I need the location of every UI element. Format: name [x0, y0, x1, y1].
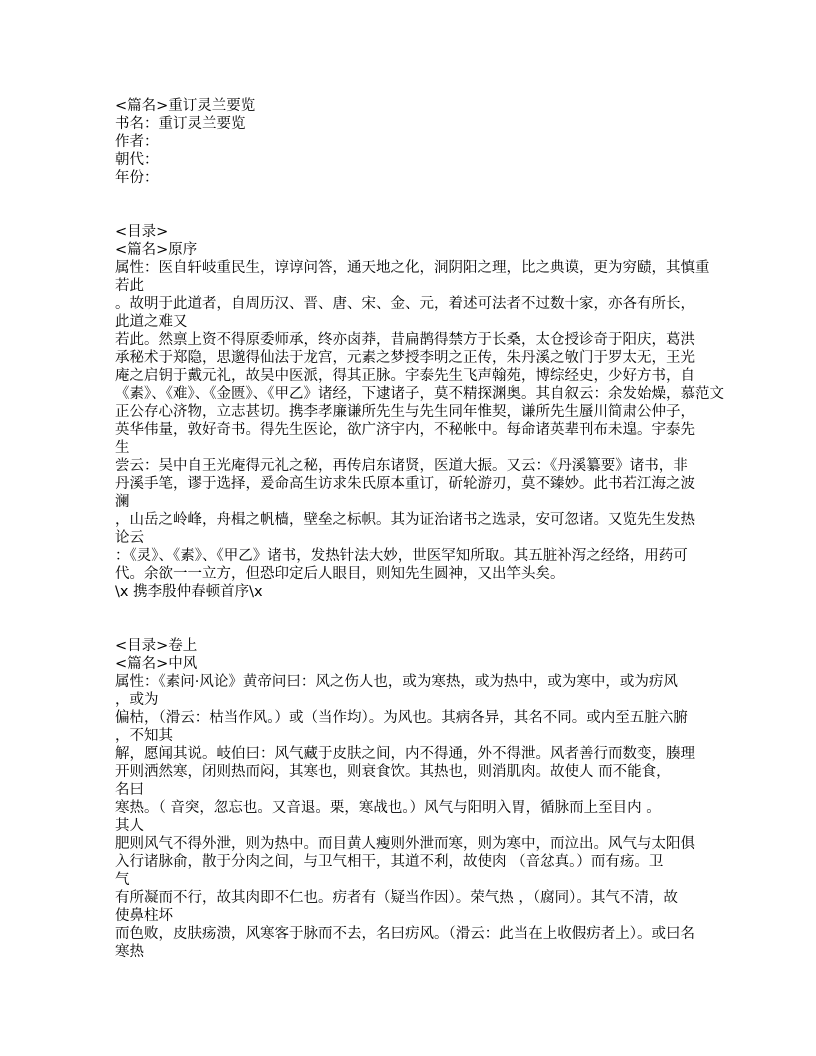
text-line: 偏枯，（滑云：枯当作风。）或（当作均）。为风也。其病各异，其名不同。或内至五脏六腑 — [115, 710, 688, 726]
text-line: 属性：《素问·风论》黄帝问曰：风之伤人也，或为寒热，或为热中，或为寒中，或为疠风 — [115, 674, 678, 690]
text-line: 肥则风气不得外泄，则为热中。而目黄人瘦则外泄而寒，则为寒中，而泣出。风气与太阳俱 — [115, 836, 695, 852]
text-line: <目录> — [115, 224, 169, 240]
text-line: 英华伟量，敦好奇书。得先生医论，欲广济宇内，不秘帐中。每命诸英辈刊布未遑。宇泰先 — [115, 422, 695, 438]
text-line: 名曰 — [115, 782, 144, 798]
text-line: ，山岳之岭峰，舟楫之帆樯，壁垒之标帜。其为证治诸书之选录，安可忽诸。又览先生发热 — [115, 512, 695, 528]
text-line: 朝代： — [115, 152, 159, 168]
text-line: <篇名>重订灵兰要览 — [115, 98, 256, 114]
text-line: 而色败，皮肤疡溃，风寒客于脉而不去，名曰疠风。（滑云：此当在上收假疠者上）。或曰名 — [115, 926, 695, 942]
text-line: 此道之难又 — [115, 314, 188, 330]
text-line: 书名：重订灵兰要览 — [115, 116, 246, 132]
text-line: ，不知其 — [115, 728, 173, 744]
text-line — [115, 205, 775, 223]
text-line — [115, 619, 775, 637]
text-line: \x 携李殷仲春顿首序\x — [115, 584, 263, 600]
text-line: 论云 — [115, 530, 144, 546]
text-line: 承秘术于郑隐，思邈得仙法于龙宫，元素之梦授李明之正传，朱丹溪之敂门于罗太无，王光 — [115, 350, 695, 366]
text-line: 属性：医自轩岐重民生，谆谆问答，通天地之化，洞阴阳之理，比之典谟，更为穷赜，其慎重 — [115, 260, 710, 276]
text-line: 丹溪手笔，谬于选择，爰命高生访求朱氏原本重订，斫轮游刃，莫不臻妙。此书若江海之波 — [115, 476, 695, 492]
text-line: 使鼻柱坏 — [115, 908, 173, 924]
text-line: 。故明于此道者，自周历汉、晋、唐、宋、金、元，着述可法者不过数十家，亦各有所长， — [115, 296, 695, 312]
text-line: 代。余欲一一立方，但恐印定后人眼目，则知先生圆神，又出竿头矣。 — [115, 566, 565, 582]
text-line: 尝云：吴中自王光庵得元礼之秘，再传启东诸贤，医道大振。又云：《丹溪纂要》诸书，非 — [115, 458, 688, 474]
text-line — [115, 187, 775, 205]
text-line: 寒热。（ 音突，忽忘也。又音退。栗，寒战也。）风气与阳明入胃，循脉而上至目内 。 — [115, 800, 661, 816]
document-text — [115, 97, 775, 961]
text-line: ：《灵》、《素》、《甲乙》诸书，发热针法大妙，世医罕知所取。其五脏补泻之经络，用药可 — [115, 548, 688, 564]
text-line: 寒热 — [115, 944, 144, 960]
text-line: ，或为 — [115, 692, 159, 708]
text-line: 开则洒然寒，闭则热而闷，其寒也，则衰食饮。其热也，则消肌肉。故使人 而不能食， — [115, 764, 671, 780]
text-line: 若此 — [115, 278, 144, 294]
text-line: 年份： — [115, 170, 159, 186]
text-line: 其人 — [115, 818, 144, 834]
text-line: <篇名>原序 — [115, 242, 198, 258]
text-line: <篇名>中风 — [115, 656, 198, 672]
text-line: 入行诸脉俞，散于分肉之间，与卫气相干，其道不利，故使肉 （音忿真。）而有疡。卫 — [115, 854, 664, 870]
text-line: 有所凝而不行，故其肉即不仁也。疠者有（疑当作因）。荣气热 ，（腐同）。其气不清，故 — [115, 890, 678, 906]
text-line: 作者： — [115, 134, 159, 150]
text-line: 气 — [115, 872, 130, 888]
text-line: 解，愿闻其说。岐伯曰：风气藏于皮肤之间，内不得通，外不得泄。风者善行而数变，腠理 — [115, 746, 695, 762]
text-line: 澜 — [115, 494, 130, 510]
text-line: 若此。然禀上资不得原委师承，终亦卤莽，昔扁鹊得禁方于长桑，太仓授诊奇于阳庆，葛洪 — [115, 332, 695, 348]
text-line: 生 — [115, 440, 130, 456]
text-line: 庵之启钥于戴元礼，故吴中医派，得其正脉。宇泰先生飞声翰苑，博综经史，少好方书，自 — [115, 368, 695, 384]
text-line: <目录>卷上 — [115, 638, 198, 654]
text-line — [115, 601, 775, 619]
text-line: 正公存心济物，立志甚切。携李孝廉谦所先生与先生同年惟契，谦所先生蜃川简肃公仲子， — [115, 404, 695, 420]
text-line: 《素》、《难》、《金匮》、《甲乙》诸经，下逮诸子，莫不精探渊奥。其自叙云：余发始燥，慕范文 — [115, 386, 724, 402]
